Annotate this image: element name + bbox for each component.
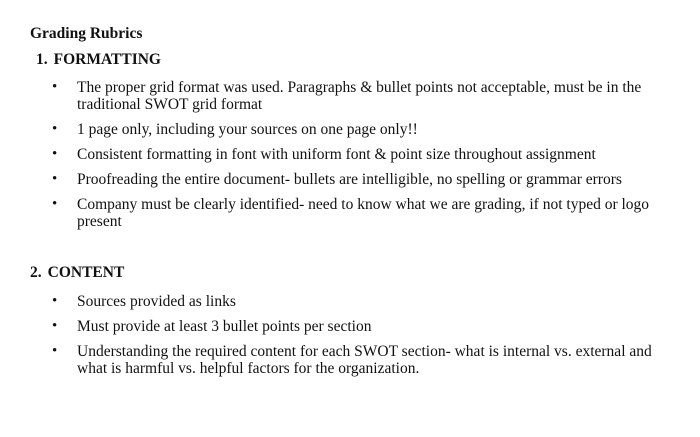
list-item <box>30 318 680 335</box>
list-item <box>30 293 680 310</box>
section-title: CONTENT <box>47 264 125 281</box>
list-item <box>30 146 680 163</box>
list-item <box>30 171 680 188</box>
section-formatting <box>30 50 680 230</box>
section-content <box>30 263 680 377</box>
section-title: FORMATTING <box>53 51 161 68</box>
list-item-text: Proofreading the entire document- bullets are intelligible, no spelling or grammar errors <box>77 171 622 188</box>
bullet-icon: • <box>52 318 58 334</box>
list-item-text: Understanding the required content for each SWOT section- what is internal vs. external and what is harmful vs. helpful factors for the organization. <box>77 343 652 377</box>
list-item-text: Sources provided as links <box>77 293 236 310</box>
bullet-icon: • <box>52 79 58 95</box>
bullet-list <box>30 79 680 230</box>
bullet-icon: • <box>52 196 58 212</box>
bullet-icon: • <box>52 343 58 359</box>
list-item-text: Consistent formatting in font with uniform font & point size throughout assignment <box>77 146 596 163</box>
bullet-icon: • <box>52 121 58 137</box>
section-heading <box>30 263 680 283</box>
list-item-text: Must provide at least 3 bullet points per section <box>77 318 372 335</box>
list-item-text: The proper grid format was used. Paragraphs & bullet points not acceptable, must be in the traditional SWOT grid format <box>77 79 642 113</box>
section-number: 2. <box>30 264 42 281</box>
bullet-icon: • <box>52 146 58 162</box>
list-item <box>30 79 680 113</box>
section-heading <box>36 50 680 70</box>
list-item <box>30 196 680 230</box>
list-item <box>30 121 680 138</box>
document-body <box>30 24 680 377</box>
section-number: 1. <box>36 51 48 68</box>
document-title: Grading Rubrics <box>30 25 143 42</box>
list-item-text: 1 page only, including your sources on one page only!! <box>77 121 418 138</box>
list-item-text: Company must be clearly identified- need to know what we are grading, if not typed or logo present <box>77 196 650 230</box>
bullet-icon: • <box>52 171 58 187</box>
bullet-list <box>30 293 680 377</box>
bullet-icon: • <box>52 293 58 309</box>
list-item <box>30 343 680 377</box>
